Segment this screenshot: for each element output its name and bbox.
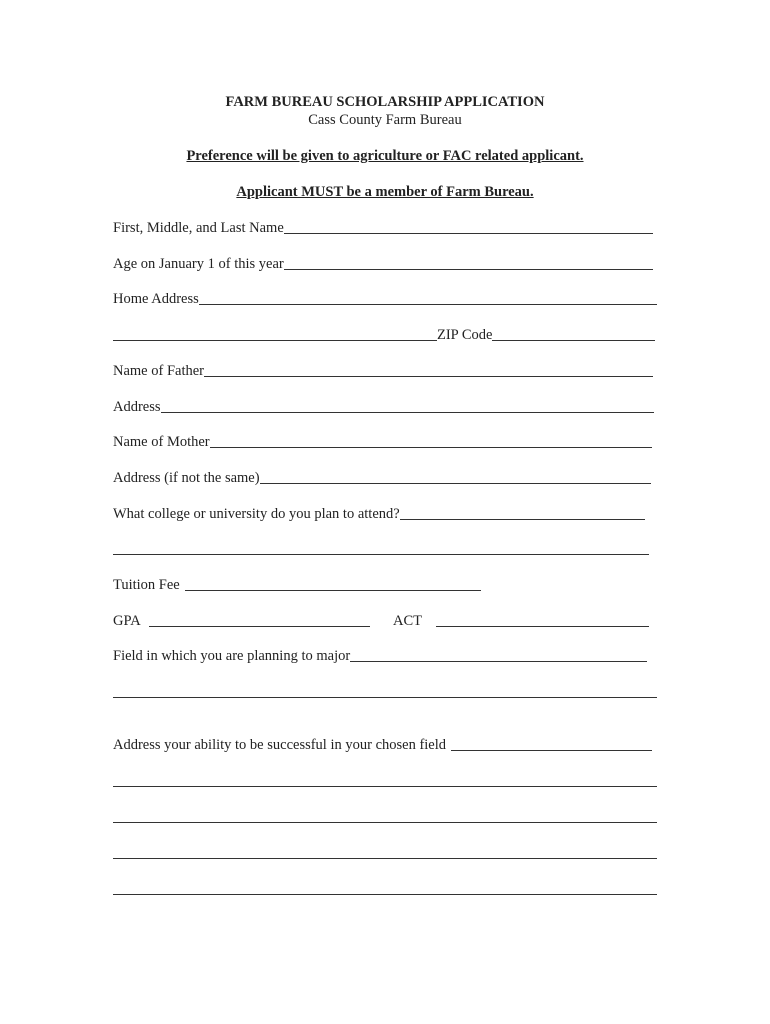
ability-line5-field[interactable] — [113, 894, 657, 895]
ability-field[interactable] — [451, 750, 652, 751]
gpa-row — [113, 611, 370, 631]
tuition-label: Tuition Fee — [113, 577, 180, 593]
mother-address-row — [113, 468, 651, 488]
tuition-row — [113, 575, 481, 595]
mother-address-field[interactable] — [260, 483, 651, 484]
college-label: What college or university do you plan to attend? — [113, 506, 400, 522]
college-row — [113, 504, 645, 524]
ability-row — [113, 735, 652, 755]
ability-label: Address your ability to be successful in your chosen field — [113, 737, 447, 753]
zip-row — [113, 325, 655, 345]
major-label: Field in which you are planning to major — [113, 648, 351, 664]
act-label: ACT — [393, 613, 422, 629]
major-line2-field[interactable] — [113, 697, 657, 698]
major-field[interactable] — [350, 661, 647, 662]
preference-notice: Preference will be given to agriculture or FAC related applicant. — [186, 148, 584, 164]
home-address-label: Home Address — [113, 291, 199, 307]
father-name-label: Name of Father — [113, 363, 204, 379]
mother-address-label: Address (if not the same) — [113, 470, 260, 486]
full-name-label: First, Middle, and Last Name — [113, 220, 284, 236]
full-name-field[interactable] — [284, 233, 653, 234]
full-name-row — [113, 218, 653, 238]
zip-field[interactable] — [492, 340, 655, 341]
college-line2-field[interactable] — [113, 554, 649, 555]
father-address-row — [113, 397, 654, 417]
gpa-field[interactable] — [149, 626, 370, 627]
tuition-field[interactable] — [185, 590, 481, 591]
college-field[interactable] — [400, 519, 645, 520]
ability-line4-field[interactable] — [113, 858, 657, 859]
ability-line2-field[interactable] — [113, 786, 657, 787]
mother-name-field[interactable] — [210, 447, 652, 448]
act-row — [393, 611, 649, 631]
mother-name-label: Name of Mother — [113, 434, 210, 450]
act-field[interactable] — [436, 626, 649, 627]
age-label: Age on January 1 of this year — [113, 256, 284, 272]
ability-line3-field[interactable] — [113, 822, 657, 823]
home-address-field[interactable] — [199, 304, 657, 305]
mother-name-row — [113, 432, 652, 452]
father-address-label: Address — [113, 399, 161, 415]
age-row — [113, 254, 653, 274]
father-name-field[interactable] — [204, 376, 653, 377]
age-field[interactable] — [284, 269, 653, 270]
gpa-label: GPA — [113, 613, 141, 629]
father-address-field[interactable] — [161, 412, 654, 413]
major-row — [113, 646, 647, 666]
home-address-line2-field[interactable] — [113, 340, 437, 341]
form-title: FARM BUREAU SCHOLARSHIP APPLICATION — [225, 94, 545, 110]
home-address-row — [113, 289, 657, 309]
membership-notice: Applicant MUST be a member of Farm Bureau. — [236, 184, 534, 200]
zip-label: ZIP Code — [437, 327, 493, 343]
father-name-row — [113, 361, 653, 381]
form-subtitle: Cass County Farm Bureau — [308, 112, 462, 128]
